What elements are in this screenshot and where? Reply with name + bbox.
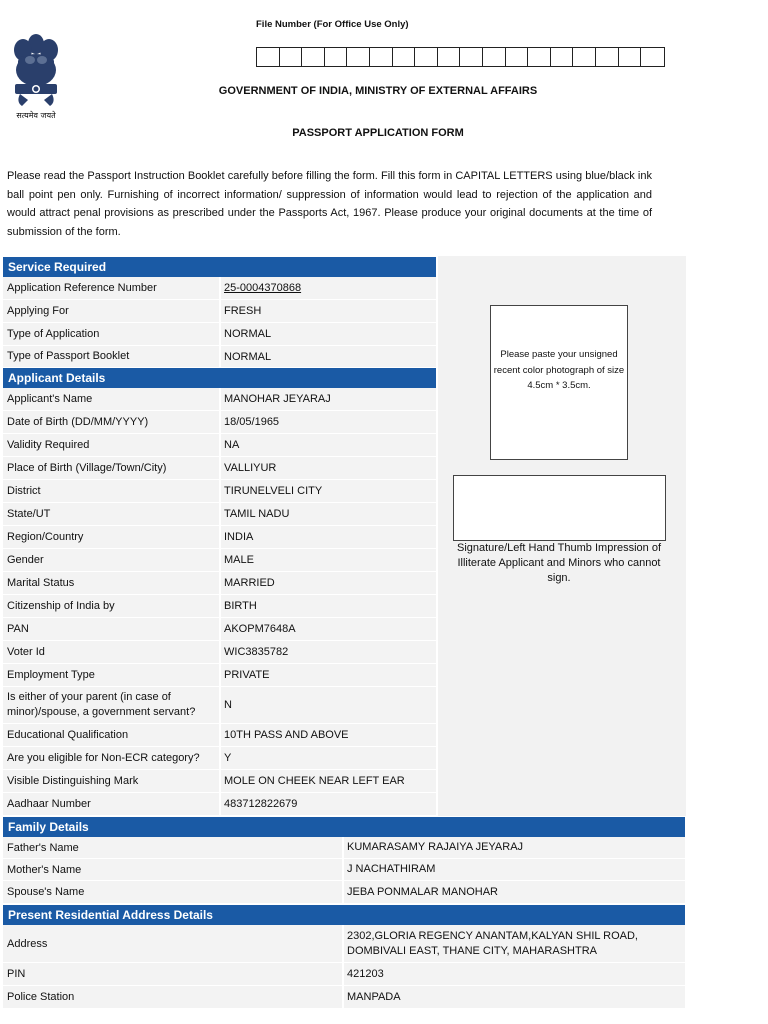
section-applicant-details: Applicant Details: [3, 368, 436, 388]
form-row: [3, 925, 685, 963]
field-label: Are you eligible for Non-ECR category?: [3, 747, 221, 769]
form-row: [3, 837, 685, 859]
field-value: MARRIED: [224, 577, 275, 589]
form-row: [3, 687, 436, 724]
file-number-box: [393, 48, 416, 66]
field-label: Applying For: [3, 300, 221, 322]
field-value: MANOHAR JEYARAJ: [224, 393, 331, 405]
field-label: Type of Passport Booklet: [3, 346, 221, 367]
file-number-box: [415, 48, 438, 66]
field-value: BIRTH: [224, 600, 257, 612]
field-label: Place of Birth (Village/Town/City): [3, 457, 221, 479]
field-label: Date of Birth (DD/MM/YYYY): [3, 411, 221, 433]
form-row: [3, 277, 436, 300]
file-number-label: File Number (For Office Use Only): [256, 19, 409, 30]
field-label: PAN: [3, 618, 221, 640]
form-row: [3, 434, 436, 457]
form-row: [3, 572, 436, 595]
field-label: Mother's Name: [3, 859, 344, 880]
field-label: Is either of your parent (in case of minor)/spouse, a government servant?: [3, 687, 221, 723]
field-label: Father's Name: [3, 837, 344, 858]
file-number-box: [573, 48, 596, 66]
file-number-box: [506, 48, 529, 66]
field-value: NORMAL: [224, 328, 272, 340]
file-number-box: [619, 48, 642, 66]
field-label: Visible Distinguishing Mark: [3, 770, 221, 792]
field-label: Aadhaar Number: [3, 793, 221, 815]
field-value: NORMAL: [224, 350, 272, 363]
field-value: TIRUNELVELI CITY: [224, 485, 323, 497]
state-emblem-icon: [8, 30, 64, 125]
field-label: Type of Application: [3, 323, 221, 345]
form-row: [3, 595, 436, 618]
field-value: 25-0004370868: [224, 282, 302, 294]
file-number-box: [528, 48, 551, 66]
signature-instruction: Signature/Left Hand Thumb Impression of Illiterate Applicant and Minors who cannot sign.: [456, 542, 662, 584]
field-value: KUMARASAMY RAJAIYA JEYARAJ: [347, 841, 524, 853]
field-label: Applicant's Name: [3, 388, 221, 410]
form-row: [3, 986, 685, 1009]
form-row: [3, 641, 436, 664]
file-number-box: [438, 48, 461, 66]
form-row: [3, 300, 436, 323]
field-label: Marital Status: [3, 572, 221, 594]
field-label: Police Station: [3, 986, 344, 1008]
field-value: MANPADA: [347, 990, 401, 1003]
field-value: PRIVATE: [224, 669, 270, 681]
file-number-box: [641, 48, 664, 66]
field-label: State/UT: [3, 503, 221, 525]
form-row: [3, 323, 436, 346]
government-title: GOVERNMENT OF INDIA, MINISTRY OF EXTERNAL AFFAIRS: [218, 85, 538, 97]
form-row: [3, 881, 685, 904]
form-row: [3, 770, 436, 793]
form-row: [3, 549, 436, 572]
file-number-box: [302, 48, 325, 66]
field-value: 483712822679: [224, 798, 298, 810]
file-number-box: [325, 48, 348, 66]
form-row: [3, 664, 436, 687]
section-family-details: Family Details: [3, 817, 685, 837]
field-label: Region/Country: [3, 526, 221, 548]
field-value: TAMIL NADU: [224, 508, 290, 520]
file-number-box: [460, 48, 483, 66]
field-value: 2302,GLORIA REGENCY ANANTAM,KALYAN SHIL ROAD, DOMBIVALI EAST, THANE CITY, MAHARASHTRA: [347, 929, 638, 957]
form-row: [3, 618, 436, 641]
field-value: WIC3835782: [224, 646, 289, 658]
form-row: [3, 480, 436, 503]
form-row: [3, 457, 436, 480]
field-value: J NACHATHIRAM: [347, 863, 436, 875]
field-label: Employment Type: [3, 664, 221, 686]
field-value: FRESH: [224, 305, 262, 317]
field-value: 421203: [347, 967, 384, 980]
field-label: Application Reference Number: [3, 277, 221, 299]
field-value: VALLIYUR: [224, 462, 277, 474]
field-value: 10TH PASS AND ABOVE: [224, 729, 349, 741]
field-label: Gender: [3, 549, 221, 571]
file-number-box: [257, 48, 280, 66]
field-value: N: [224, 699, 232, 711]
form-row: [3, 859, 685, 881]
field-value: MALE: [224, 554, 254, 566]
field-label: Validity Required: [3, 434, 221, 456]
photo-box: [490, 305, 628, 460]
field-value: AKOPM7648A: [224, 623, 296, 635]
field-label: Address: [3, 925, 344, 962]
section-service-required: Service Required: [3, 257, 436, 277]
field-label: Citizenship of India by: [3, 595, 221, 617]
photo-instruction: Please paste your unsigned recent color photograph of size 4.5cm * 3.5cm.: [493, 349, 625, 391]
form-row: [3, 724, 436, 747]
file-number-box: [347, 48, 370, 66]
field-value: JEBA PONMALAR MANOHAR: [347, 885, 498, 898]
signature-box: [453, 475, 666, 541]
file-number-boxes: [256, 47, 665, 67]
form-title: PASSPORT APPLICATION FORM: [292, 127, 464, 139]
file-number-box: [483, 48, 506, 66]
field-value: INDIA: [224, 531, 254, 543]
instructions-paragraph: Please read the Passport Instruction Booklet carefully before filling the form. Fill this form in CAPITAL LETTERS using blue/black ink ball point pen only. Furnishing of incorrect information/ suppression of information would lead to rejection of the application and would attract penal provisions as prescribed under the Passports Act, 1967. Please produce your original documents at the time of submission of the form.: [7, 170, 652, 238]
file-number-box: [596, 48, 619, 66]
emblem-motto: सत्यमेव जयते: [16, 111, 56, 120]
field-value: NA: [224, 439, 240, 451]
field-value: 18/05/1965: [224, 416, 280, 428]
file-number-box: [370, 48, 393, 66]
form-row: [3, 747, 436, 770]
file-number-box: [551, 48, 574, 66]
field-label: Voter Id: [3, 641, 221, 663]
section-present-address: Present Residential Address Details: [3, 905, 685, 925]
file-number-box: [280, 48, 303, 66]
form-row: [3, 411, 436, 434]
field-label: District: [3, 480, 221, 502]
field-value: Y: [224, 752, 232, 764]
form-row: [3, 346, 436, 368]
form-row: [3, 388, 436, 411]
field-label: Educational Qualification: [3, 724, 221, 746]
form-row: [3, 793, 436, 816]
form-row: [3, 503, 436, 526]
field-label: Spouse's Name: [3, 881, 344, 903]
field-label: PIN: [3, 963, 344, 985]
form-row: [3, 963, 685, 986]
field-value: MOLE ON CHEEK NEAR LEFT EAR: [224, 775, 405, 787]
form-row: [3, 526, 436, 549]
